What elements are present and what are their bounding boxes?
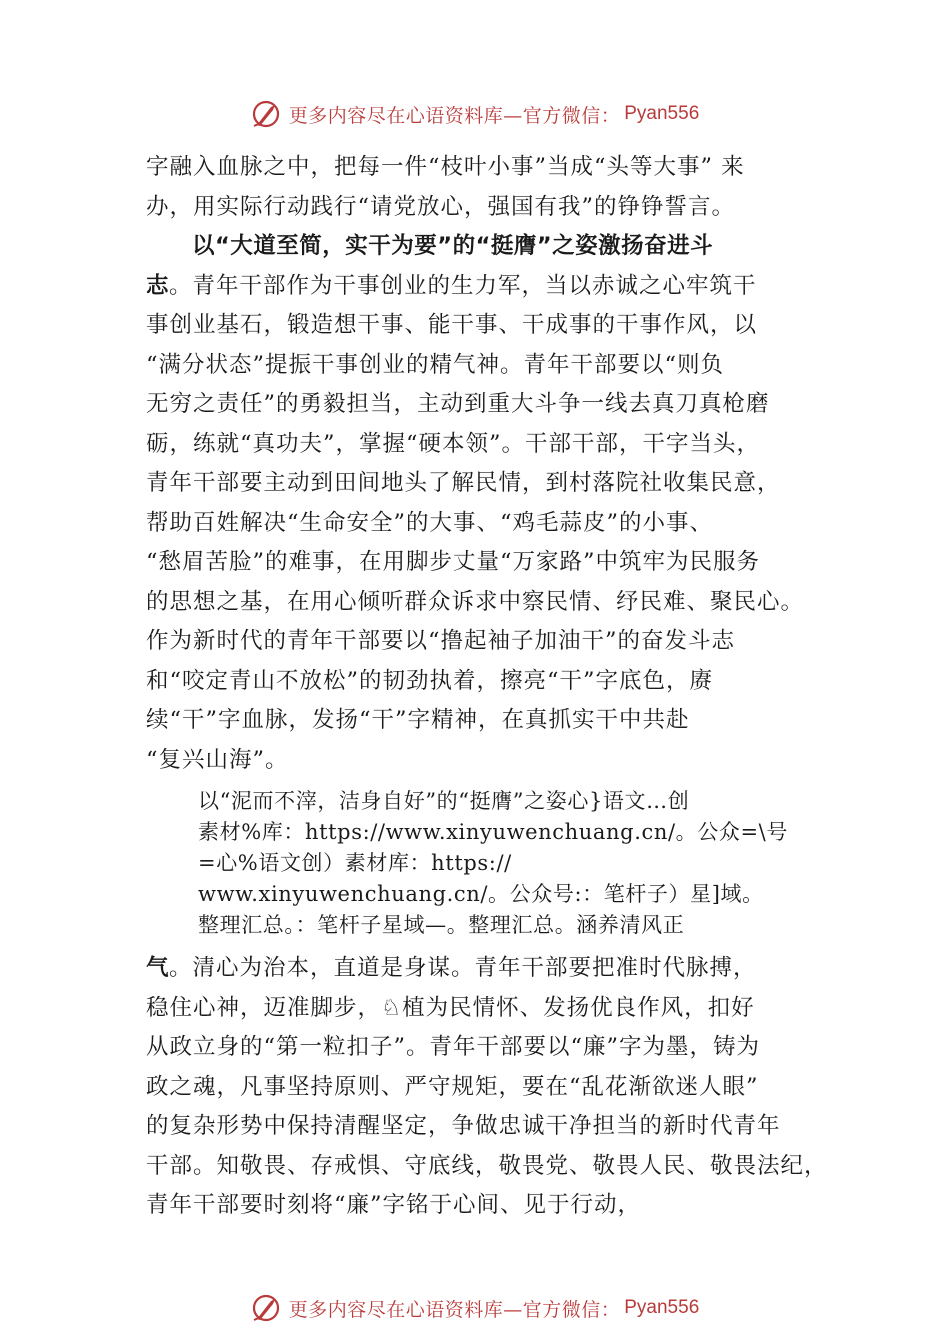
text-line: 事创业基石，锻造想干事、能干事、干成事的干事作风，以	[146, 312, 758, 338]
inset-line: 以“泥而不滓，洁身自好”的“挺膺”之姿心}语文…创	[198, 789, 690, 813]
inset-line: =心%语文创）素材库：https://	[198, 851, 512, 875]
header-wechat-id: Pyan556	[624, 103, 700, 124]
text-line: 的思想之基，在用心倾听群众诉求中察民情、纾民难、聚民心。	[146, 588, 805, 615]
quill-pen-logo-icon	[251, 99, 281, 129]
text-line: 无穷之责任”的勇毅担当，主动到重大斗争一线去真刀真枪磨	[146, 391, 770, 417]
text-line: 青年干部要时刻将“廉”字铭于心间、见于行动，	[146, 1192, 642, 1218]
inset-line: 整理汇总。：笔杆子星域—。整理汇总。涵养清风正	[198, 913, 685, 937]
header-banner	[0, 94, 950, 134]
text-line: “复兴山海”。	[146, 746, 289, 773]
text-line	[146, 267, 834, 307]
text-line	[146, 949, 834, 989]
footer-wechat-id: Pyan556	[624, 1297, 700, 1318]
heading-tail: 气	[146, 955, 170, 981]
header-brand-text: 更多内容尽在心语资料库—官方微信：	[288, 104, 621, 127]
section-heading: 以“大道至简，实干为要”的“挺膺”之姿激扬奋进斗	[192, 233, 714, 259]
text-line: 续“干”字血脉，发扬“干”字精神，在真抓实干中共赴	[146, 707, 690, 733]
text-line: 办，用实际行动践行“请党放心，强国有我”的铮铮誓言。	[146, 193, 736, 220]
text-line: “满分状态”提振干事创业的精气神。青年干部要以“则负	[146, 351, 725, 378]
text-span: 。清心为治本，直道是身谋。青年干部要把准时代脉搏，	[169, 955, 757, 981]
garbled-inset-block	[146, 786, 834, 941]
text-line: 干部。知敬畏、存戒惧、守底线，敬畏党、敬畏人民、敬畏法纪，	[146, 1152, 828, 1179]
heading-tail: 志	[146, 272, 170, 299]
text-line: 的复杂形势中保持清醒坚定，争做忠诚干净担当的新时代青年	[146, 1113, 781, 1139]
inset-line: www.xinyuwenchuang.cn/。公众号:：笔杆子）星]域。	[198, 882, 764, 906]
text-span: 。青年干部作为干事创业的生力军，当以赤诚之心牢筑干	[169, 272, 757, 299]
text-line: 字融入血脉之中，把每一件“枝叶小事”当成“头等大事” 来	[146, 154, 745, 180]
inset-line: 素材%库：https://www.xinyuwenchuang.cn/。公众=\号	[198, 820, 788, 844]
text-line: 稳住心神，迈准脚步，♘植为民情怀、发扬优良作风，扣好	[146, 994, 755, 1021]
text-line: 政之魂，凡事坚持原则、严守规矩，要在“乱花渐欲迷人眼”	[146, 1073, 759, 1100]
text-line: “愁眉苦脸”的难事，在用脚步丈量“万家路”中筑牢为民服务	[146, 549, 761, 575]
text-line: 和“咬定青山不放松”的韧劲执着，擦亮“干”字底色，赓	[146, 667, 714, 694]
quill-pen-logo-icon	[251, 1293, 281, 1323]
footer-brand-text: 更多内容尽在心语资料库—官方微信：	[288, 1298, 621, 1321]
text-line: 帮助百姓解决“生命安全”的大事、“鸡毛蒜皮”的小事、	[146, 509, 714, 536]
text-line: 从政立身的“第一粒扣子”。青年干部要以“廉”字为墨，铸为	[146, 1034, 761, 1060]
footer-banner	[0, 1288, 950, 1328]
text-line: 作为新时代的青年干部要以“撸起袖子加油干”的奋发斗志	[146, 628, 736, 654]
document-body	[146, 148, 834, 1226]
text-line: 砺，练就“真功夫”，掌握“硬本领”。干部干部，干字当头，	[146, 430, 761, 457]
text-line: 青年干部要主动到田间地头了解民情，到村落院社收集民意，	[146, 470, 781, 496]
